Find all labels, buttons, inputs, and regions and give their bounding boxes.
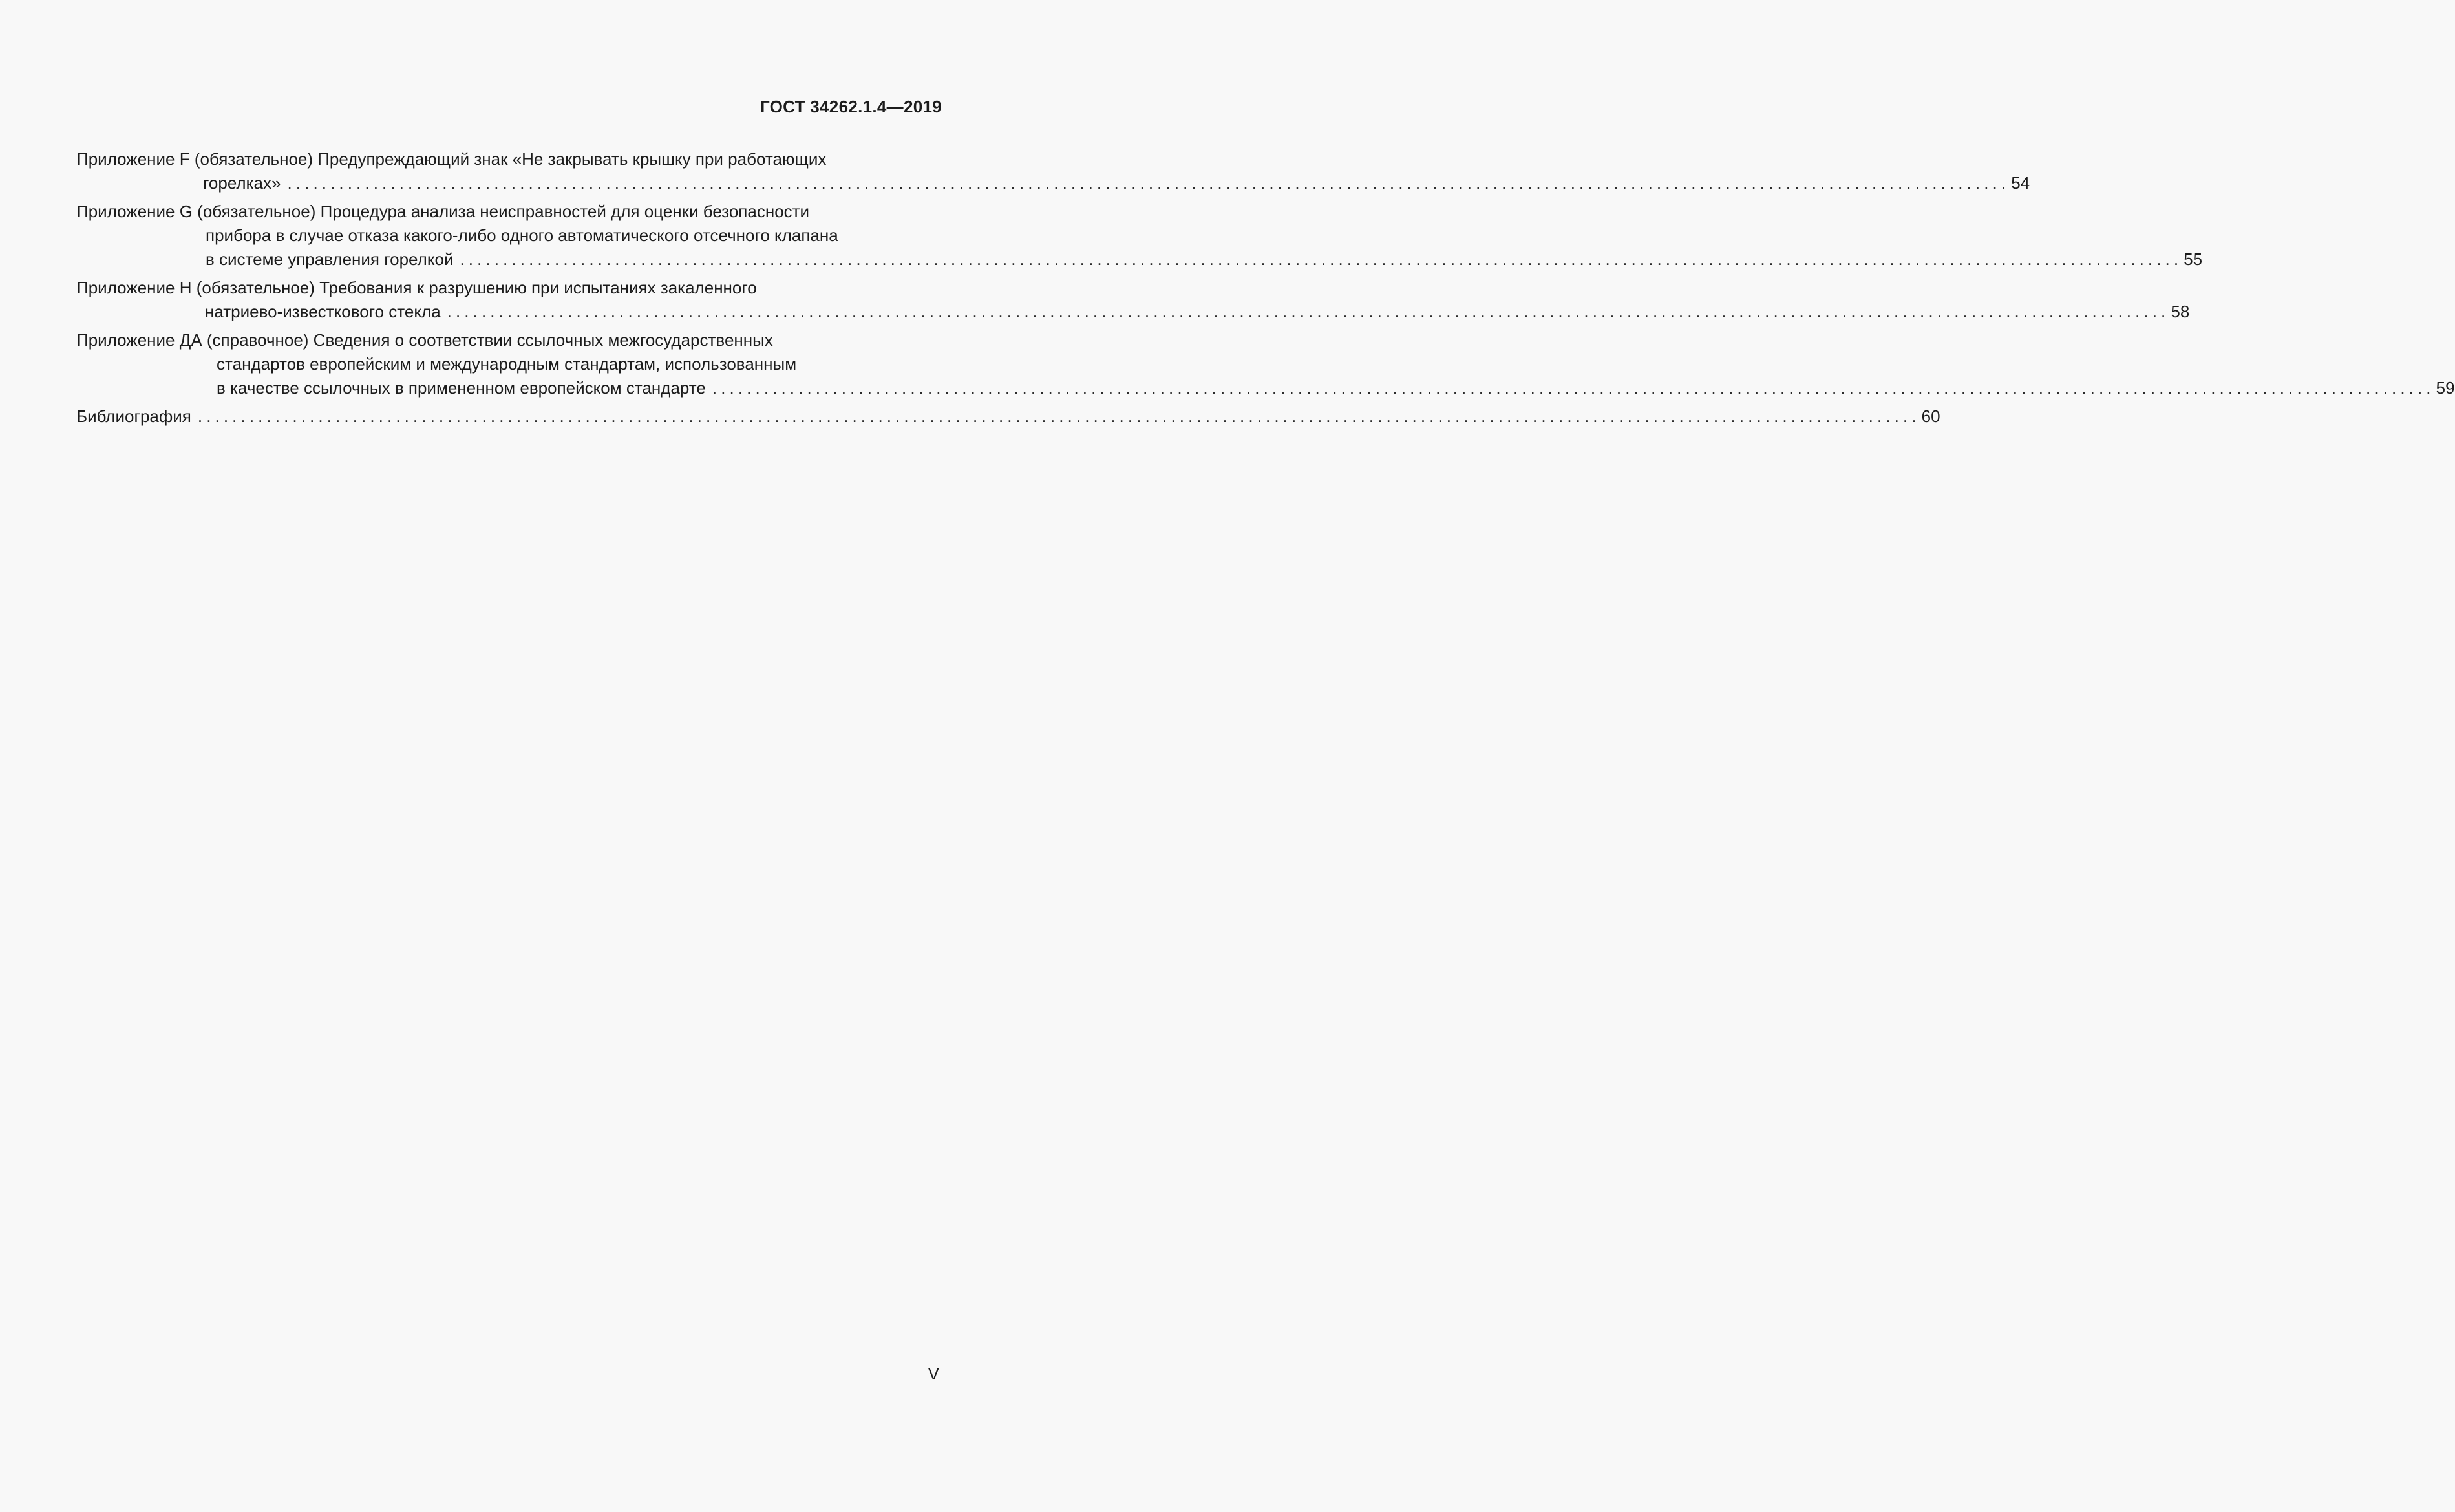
toc-entry[interactable] [76, 328, 2455, 400]
toc-entry[interactable] [76, 147, 2030, 195]
dot-leader: ........................................................................................................................................................................................................ [447, 302, 2170, 321]
toc-entry-title: Приложение G (обязательное) Процедура анализа неисправностей для оценки безопасности [76, 202, 810, 221]
toc-page-number: 59 [2436, 378, 2455, 398]
toc-entry-continuation: в системе управления горелкой [206, 250, 454, 269]
toc-entry-title: Библиография [76, 407, 191, 426]
document-header: ГОСТ 34262.1.4—2019 [760, 97, 942, 116]
toc-entry[interactable] [76, 276, 2190, 324]
table-of-contents [76, 147, 2455, 433]
toc-entry-title: Приложение H (обязательное) Требования к разрушению при испытаниях закаленного [76, 278, 757, 297]
dot-leader: ........................................................................................................................................................................................................ [197, 407, 1920, 426]
dot-leader: ........................................................................................................................................................................................................ [460, 250, 2183, 269]
toc-page-number: 60 [1921, 407, 1940, 426]
dot-leader: ........................................................................................................................................................................................................ [712, 378, 2435, 398]
toc-entry-continuation: горелках» [203, 173, 281, 193]
toc-entry[interactable] [76, 200, 2203, 272]
toc-entry[interactable] [76, 405, 1940, 429]
toc-entry-continuation: стандартов европейским и международным стандартам, использованным [217, 354, 797, 374]
toc-page-number: 58 [2171, 302, 2190, 321]
toc-page-number: 54 [2011, 173, 2030, 193]
toc-entry-title: Приложение ДА (справочное) Сведения о соответствии ссылочных межгосударственных [76, 330, 773, 350]
toc-entry-continuation: натриево-известкового стекла [205, 302, 441, 321]
dot-leader: ........................................................................................................................................................................................................ [287, 173, 2010, 193]
toc-entry-continuation: в качестве ссылочных в примененном европейском стандарте [217, 378, 706, 398]
toc-page-number: 55 [2184, 250, 2203, 269]
page-number: V [928, 1364, 939, 1383]
toc-entry-title: Приложение F (обязательное) Предупреждающий знак «Не закрывать крышку при работающих [76, 149, 827, 169]
toc-entry-continuation: прибора в случае отказа какого-либо одного автоматического отсечного клапана [206, 226, 838, 245]
